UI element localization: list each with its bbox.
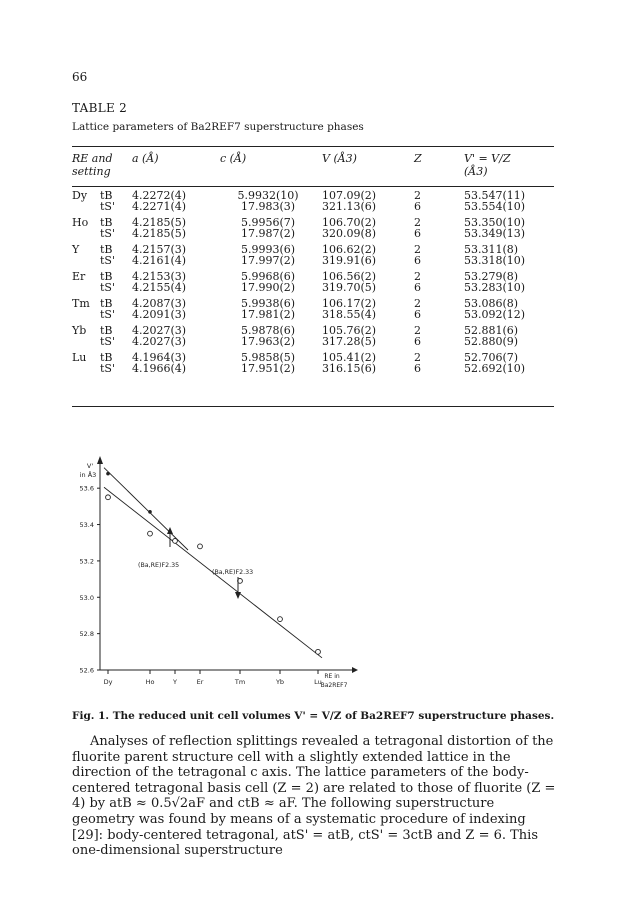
- cell-vprime: 53.350(10): [464, 216, 526, 229]
- cell-setting: tB: [100, 351, 113, 364]
- cell-vprime: 52.881(6): [464, 324, 519, 337]
- table-body: [72, 185, 554, 374]
- data-point-open: [148, 531, 153, 536]
- annotation-left: (Ba,RE)F2.35: [138, 562, 180, 569]
- cell-re: Lu: [72, 351, 87, 364]
- body-text: [72, 734, 556, 859]
- x-tick-label: Yb: [275, 678, 285, 686]
- cell-v: 106.62(2): [322, 243, 377, 256]
- cell-re: [72, 228, 100, 239]
- cell-a: 4.2272(4): [132, 189, 187, 202]
- x-tick-label: Tm: [234, 678, 246, 686]
- cell-z: 2: [414, 189, 421, 202]
- header-re-line1: RE and: [72, 152, 113, 165]
- table-label: TABLE 2: [72, 101, 128, 115]
- cell-vprime: 53.554(10): [464, 200, 526, 213]
- cell-re: Dy: [72, 189, 88, 202]
- cell-a: 4.2185(5): [132, 227, 187, 240]
- cell-re: [72, 309, 100, 320]
- cell-setting: tS': [100, 281, 115, 294]
- header-vprime-line2: (Å3): [464, 165, 488, 178]
- cell-a: 4.2185(5): [132, 216, 187, 229]
- figure-marks: [104, 468, 322, 658]
- cell-c: 17.983(3): [240, 200, 296, 213]
- cell-c: 5.9858(5): [240, 351, 296, 364]
- cell-setting: tB: [100, 270, 113, 283]
- cell-v: 320.09(8): [322, 227, 377, 240]
- cell-c: 17.997(2): [240, 254, 296, 267]
- cell-vprime: 52.880(9): [464, 335, 519, 348]
- x-axis-label-line1: RE in: [324, 673, 340, 680]
- trend-line-filled: [104, 468, 188, 550]
- cell-z: 6: [414, 254, 421, 267]
- data-point-filled: [106, 472, 110, 476]
- cell-v: 317.28(5): [322, 335, 377, 348]
- body-paragraph: Analyses of reflection splittings revealed a tetragonal distortion of the fluorite parent structure cell with a slightly extended lattice in the direction of the tetragonal c axis. The lattice parameters of the body-centered tetragonal basis cell (Z = 2) are related to those of fluorite (Z = 4) by atB ≈ 0.5√2aF and ctB ≈ aF. The following superstructure geometry was found by means of a systematic procedure of indexing [29]: body-centered tetragonal, atS' = atB, ctS' = 3ctB and Z = 6. This one-dimensional superstructure: [72, 734, 556, 859]
- cell-setting: tB: [100, 243, 113, 256]
- cell-a: 4.2027(3): [132, 335, 187, 348]
- x-tick-label: Dy: [103, 678, 113, 686]
- table-caption: Lattice parameters of Ba2REF7 superstructure phases: [72, 121, 364, 133]
- header-re-setting: [72, 148, 132, 185]
- x-tick-label: Lu: [314, 678, 322, 686]
- table-header-row: [72, 148, 554, 185]
- table-row: [72, 282, 554, 293]
- cell-z: 6: [414, 335, 421, 348]
- cell-setting: tB: [100, 189, 113, 202]
- volume-figure: [60, 450, 360, 700]
- cell-a: 4.2161(4): [132, 254, 187, 267]
- cell-vprime: 53.086(8): [464, 297, 519, 310]
- cell-z: 2: [414, 270, 421, 283]
- cell-setting: tB: [100, 324, 113, 337]
- cell-v: 319.91(6): [322, 254, 377, 267]
- annotation-right: (Ba,RE)F2.33: [212, 569, 254, 576]
- y-tick-label: 53.2: [79, 557, 94, 566]
- cell-re: Er: [72, 270, 86, 283]
- data-point-open: [106, 495, 111, 500]
- cell-setting: tS': [100, 308, 115, 321]
- y-tick-label: 52.8: [79, 630, 94, 639]
- cell-v: 106.17(2): [322, 297, 377, 310]
- cell-re: Tm: [72, 297, 90, 310]
- cell-z: 2: [414, 297, 421, 310]
- cell-v: 318.55(4): [322, 308, 377, 321]
- cell-a: 4.2271(4): [132, 200, 187, 213]
- cell-z: 2: [414, 351, 421, 364]
- data-point-open: [278, 617, 283, 622]
- cell-c: 5.9968(6): [240, 270, 296, 283]
- x-tick-label: Er: [196, 678, 204, 686]
- table-row: [72, 228, 554, 239]
- y-tick-label: 52.6: [79, 666, 94, 675]
- cell-a: 4.1966(4): [132, 362, 187, 375]
- cell-c: 17.951(2): [240, 362, 296, 375]
- cell-c: 17.981(2): [240, 308, 296, 321]
- cell-setting: tB: [100, 297, 113, 310]
- header-vprime: [464, 148, 554, 185]
- cell-a: 4.1964(3): [132, 351, 187, 364]
- cell-z: 6: [414, 281, 421, 294]
- cell-a: 4.2157(3): [132, 243, 187, 256]
- table-row: [72, 201, 554, 212]
- cell-setting: tB: [100, 216, 113, 229]
- header-z: Z: [414, 152, 422, 165]
- cell-re: [72, 336, 100, 347]
- table-row: [72, 185, 554, 201]
- x-tick-label: Y: [173, 678, 177, 686]
- cell-vprime: 53.283(10): [464, 281, 526, 294]
- cell-c: 5.9956(7): [240, 216, 296, 229]
- header-a: a (Å): [132, 152, 159, 165]
- cell-setting: tS': [100, 200, 115, 213]
- cell-setting: tS': [100, 254, 115, 267]
- cell-setting: tS': [100, 227, 115, 240]
- table-row: [72, 336, 554, 347]
- cell-v: 321.13(6): [322, 200, 377, 213]
- figure-axes: [97, 456, 358, 674]
- cell-a: 4.2153(3): [132, 270, 187, 283]
- data-point-open: [198, 544, 203, 549]
- header-v: V (Å3): [322, 152, 357, 165]
- lattice-parameters-table: [72, 148, 554, 374]
- page-number: 66: [72, 70, 88, 84]
- x-axis-arrow: [352, 667, 358, 673]
- cell-c: 5.9878(6): [240, 324, 296, 337]
- cell-vprime: 52.692(10): [464, 362, 526, 375]
- cell-c: 17.963(2): [240, 335, 296, 348]
- cell-re: [72, 255, 100, 266]
- annotation-arrowhead-right: [235, 592, 241, 599]
- y-tick-label: 53.0: [79, 593, 94, 602]
- cell-a: 4.2091(3): [132, 308, 187, 321]
- cell-a: 4.2155(4): [132, 281, 187, 294]
- y-axis-arrow: [97, 456, 103, 464]
- cell-v: 316.15(6): [322, 362, 377, 375]
- data-point-open: [316, 649, 321, 654]
- cell-z: 2: [414, 324, 421, 337]
- cell-c: 5.9932(10): [237, 189, 299, 202]
- cell-z: 6: [414, 308, 421, 321]
- cell-c: 17.987(2): [240, 227, 296, 240]
- y-tick-label: 53.4: [79, 521, 94, 530]
- cell-v: 105.41(2): [322, 351, 377, 364]
- cell-a: 4.2027(3): [132, 324, 187, 337]
- cell-vprime: 53.092(12): [464, 308, 526, 321]
- cell-v: 106.70(2): [322, 216, 377, 229]
- cell-a: 4.2087(3): [132, 297, 187, 310]
- cell-setting: tS': [100, 362, 115, 375]
- cell-re: [72, 201, 100, 212]
- cell-vprime: 53.547(11): [464, 189, 526, 202]
- table-bottom-rule: [72, 406, 554, 407]
- cell-z: 6: [414, 227, 421, 240]
- cell-re: Yb: [72, 324, 87, 337]
- y-axis-label-line1: V': [86, 462, 94, 470]
- figure-caption: Fig. 1. The reduced unit cell volumes V' = V/Z of Ba2REF7 superstructure phases.: [72, 710, 555, 722]
- cell-vprime: 52.706(7): [464, 351, 519, 364]
- cell-v: 106.56(2): [322, 270, 377, 283]
- cell-v: 107.09(2): [322, 189, 377, 202]
- cell-c: 5.9993(6): [240, 243, 296, 256]
- cell-z: 2: [414, 216, 421, 229]
- cell-c: 5.9938(6): [240, 297, 296, 310]
- y-tick-label: 53.6: [79, 484, 94, 493]
- cell-vprime: 53.279(8): [464, 270, 519, 283]
- cell-re: [72, 363, 100, 374]
- cell-vprime: 53.318(10): [464, 254, 526, 267]
- cell-vprime: 53.311(8): [464, 243, 519, 256]
- header-re-line2: setting: [72, 165, 111, 178]
- cell-re: Y: [72, 243, 80, 256]
- table-row: [72, 363, 554, 374]
- header-c: c (Å): [220, 152, 247, 165]
- cell-z: 2: [414, 243, 421, 256]
- y-axis-label-line2: in Å3: [79, 471, 97, 479]
- cell-re: [72, 282, 100, 293]
- figure-labels: [80, 462, 348, 689]
- cell-vprime: 53.349(13): [464, 227, 526, 240]
- cell-z: 6: [414, 200, 421, 213]
- header-vprime-line1: V' = V/Z: [464, 152, 511, 165]
- cell-c: 17.990(2): [240, 281, 296, 294]
- cell-v: 105.76(2): [322, 324, 377, 337]
- x-tick-label: Ho: [145, 678, 155, 686]
- cell-v: 319.70(5): [322, 281, 377, 294]
- cell-z: 6: [414, 362, 421, 375]
- cell-re: Ho: [72, 216, 89, 229]
- table-row: [72, 255, 554, 266]
- data-point-filled: [148, 510, 152, 514]
- cell-setting: tS': [100, 335, 115, 348]
- x-axis-label-line2: Ba2REF7: [320, 682, 348, 689]
- table-row: [72, 309, 554, 320]
